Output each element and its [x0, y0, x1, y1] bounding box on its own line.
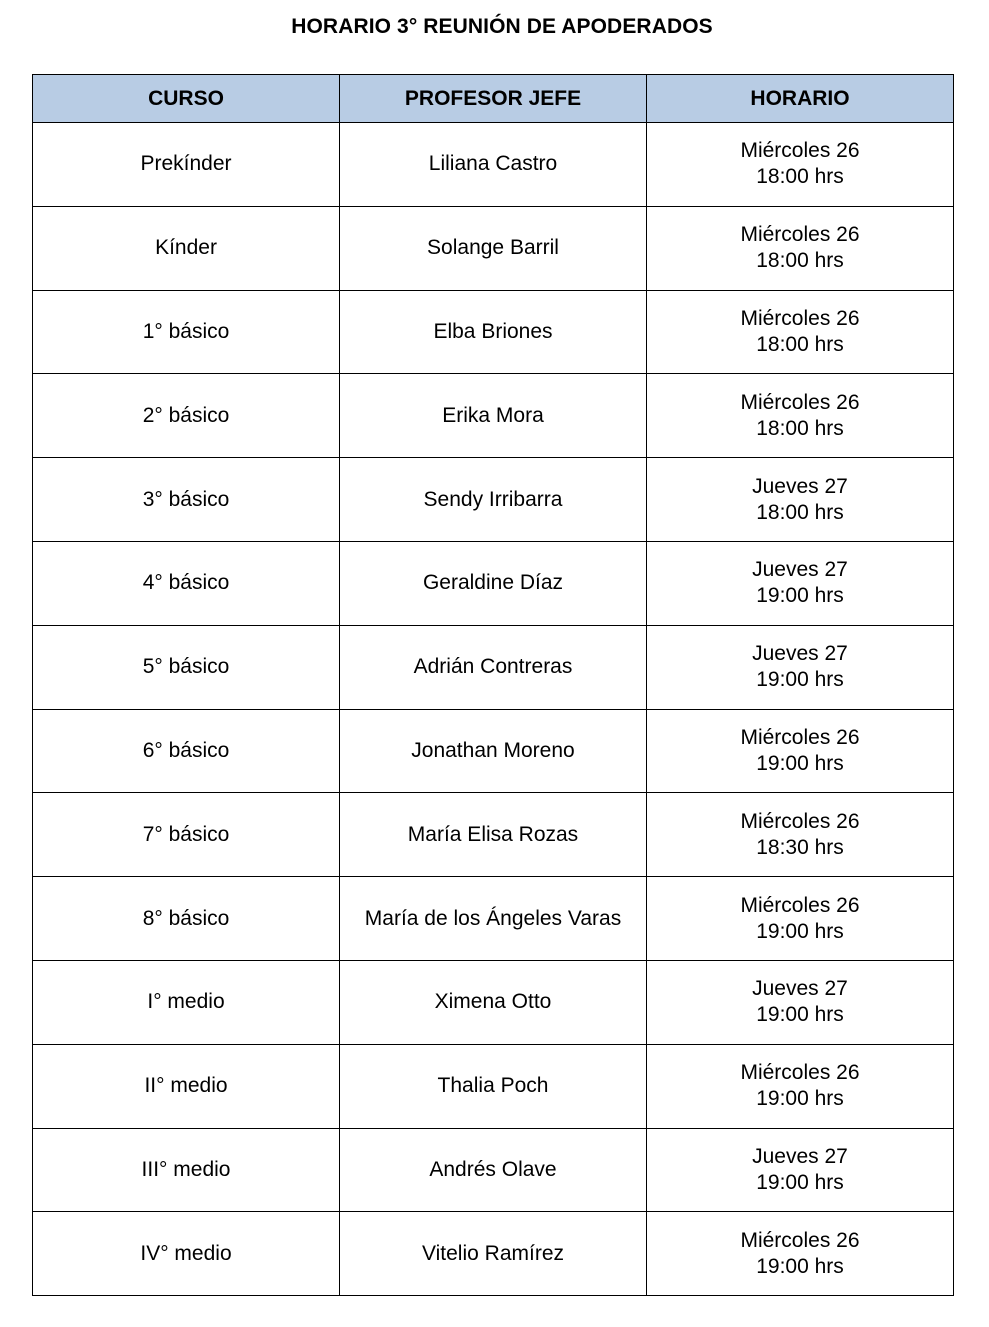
cell-profesor: Liliana Castro [340, 123, 647, 207]
table-row [33, 374, 954, 458]
cell-horario [647, 123, 954, 207]
cell-curso: Prekínder [33, 123, 340, 207]
table-row [33, 625, 954, 709]
horario-hora: 19:00 hrs [756, 1254, 844, 1278]
cell-horario [647, 960, 954, 1044]
horario-dia: Miércoles 26 [740, 809, 860, 833]
horario-dia: Jueves 27 [752, 474, 848, 498]
cell-horario [647, 877, 954, 961]
cell-horario [647, 1128, 954, 1212]
cell-profesor: Andrés Olave [340, 1128, 647, 1212]
horario-dia: Miércoles 26 [740, 390, 860, 414]
horario-hora: 19:00 hrs [756, 919, 844, 943]
horario-dia: Miércoles 26 [740, 725, 860, 749]
cell-profesor: Solange Barril [340, 206, 647, 290]
horario-hora: 18:00 hrs [756, 165, 844, 189]
cell-profesor: Geraldine Díaz [340, 541, 647, 625]
page-title: HORARIO 3° REUNIÓN DE APODERADOS [291, 15, 713, 38]
cell-curso: 6° básico [33, 709, 340, 793]
table-row [33, 1128, 954, 1212]
table-body [33, 123, 954, 1296]
horario-dia: Miércoles 26 [740, 139, 860, 163]
table-row [33, 877, 954, 961]
horario-hora: 18:00 hrs [756, 249, 844, 273]
horario-dia: Jueves 27 [752, 558, 848, 582]
table-row [33, 1044, 954, 1128]
cell-horario [647, 374, 954, 458]
cell-profesor: María Elisa Rozas [340, 793, 647, 877]
horario-dia: Jueves 27 [752, 977, 848, 1001]
table-row [33, 709, 954, 793]
cell-profesor: Vitelio Ramírez [340, 1212, 647, 1296]
cell-curso: 5° básico [33, 625, 340, 709]
table-row [33, 793, 954, 877]
cell-profesor: Thalia Poch [340, 1044, 647, 1128]
cell-curso: 8° básico [33, 877, 340, 961]
cell-curso: 1° básico [33, 290, 340, 374]
horario-dia: Jueves 27 [752, 642, 848, 666]
table-header [33, 75, 954, 123]
cell-horario [647, 709, 954, 793]
cell-profesor: Ximena Otto [340, 960, 647, 1044]
horario-hora: 19:00 hrs [756, 751, 844, 775]
cell-curso: 2° básico [33, 374, 340, 458]
table-row [33, 1212, 954, 1296]
cell-profesor: Jonathan Moreno [340, 709, 647, 793]
cell-profesor: Elba Briones [340, 290, 647, 374]
cell-curso: III° medio [33, 1128, 340, 1212]
horario-hora: 18:00 hrs [756, 416, 844, 440]
cell-curso: 7° básico [33, 793, 340, 877]
cell-horario [647, 458, 954, 542]
horario-hora: 18:00 hrs [756, 332, 844, 356]
horario-dia: Miércoles 26 [740, 893, 860, 917]
horario-dia: Jueves 27 [752, 1144, 848, 1168]
horario-hora: 19:00 hrs [756, 584, 844, 608]
cell-profesor: María de los Ángeles Varas [340, 877, 647, 961]
cell-curso: I° medio [33, 960, 340, 1044]
horario-hora: 19:00 hrs [756, 1087, 844, 1111]
cell-curso: 4° básico [33, 541, 340, 625]
horario-hora: 19:00 hrs [756, 668, 844, 692]
horario-hora: 19:00 hrs [756, 1170, 844, 1194]
horario-dia: Miércoles 26 [740, 1228, 860, 1252]
schedule-table [32, 74, 954, 1296]
horario-hora: 18:00 hrs [756, 500, 844, 524]
cell-horario [647, 793, 954, 877]
cell-horario [647, 541, 954, 625]
cell-profesor: Adrián Contreras [340, 625, 647, 709]
horario-hora: 19:00 hrs [756, 1003, 844, 1027]
cell-curso: Kínder [33, 206, 340, 290]
horario-hora: 18:30 hrs [756, 835, 844, 859]
horario-dia: Miércoles 26 [740, 1061, 860, 1085]
table-row [33, 206, 954, 290]
cell-curso: II° medio [33, 1044, 340, 1128]
header-row [33, 75, 954, 123]
column-header-horario: HORARIO [647, 75, 954, 123]
cell-profesor: Sendy Irribarra [340, 458, 647, 542]
cell-horario [647, 1044, 954, 1128]
table-row [33, 290, 954, 374]
cell-horario [647, 625, 954, 709]
table-row [33, 960, 954, 1044]
cell-curso: 3° básico [33, 458, 340, 542]
column-header-curso: CURSO [33, 75, 340, 123]
cell-profesor: Erika Mora [340, 374, 647, 458]
cell-horario [647, 1212, 954, 1296]
column-header-profesor-jefe: PROFESOR JEFE [340, 75, 647, 123]
table-row [33, 458, 954, 542]
table-row [33, 123, 954, 207]
horario-dia: Miércoles 26 [740, 223, 860, 247]
cell-curso: IV° medio [33, 1212, 340, 1296]
horario-dia: Miércoles 26 [740, 306, 860, 330]
cell-horario [647, 206, 954, 290]
cell-horario [647, 290, 954, 374]
table-row [33, 541, 954, 625]
